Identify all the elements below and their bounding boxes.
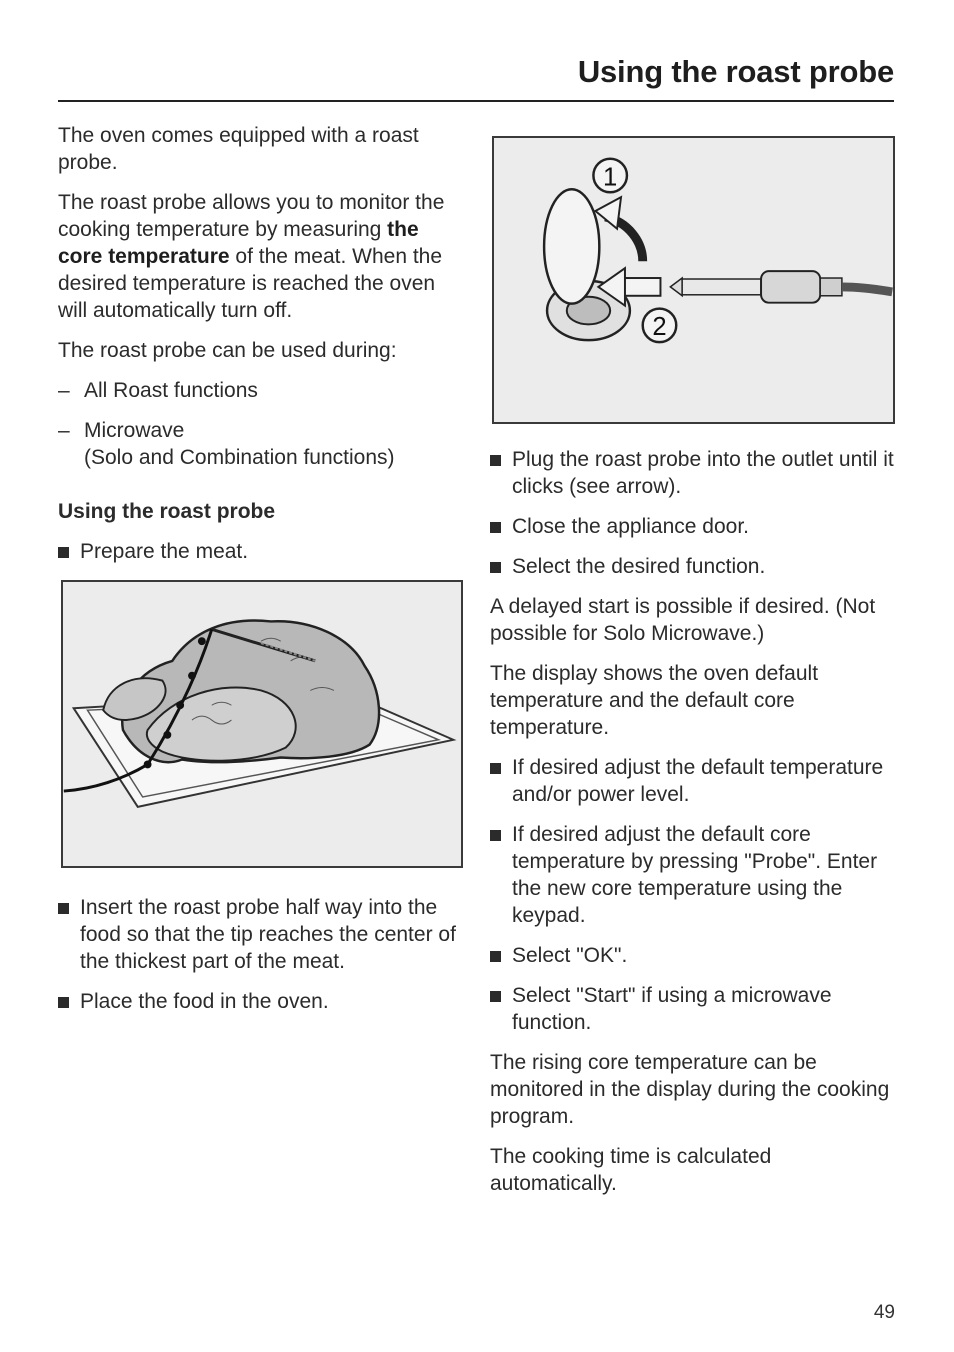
page-header bbox=[58, 50, 894, 102]
right-column bbox=[490, 136, 900, 1210]
bullet-close-door bbox=[490, 513, 900, 540]
square-bullet-icon bbox=[58, 997, 69, 1008]
dash-item-microwave bbox=[58, 417, 463, 471]
square-bullet-icon bbox=[490, 455, 501, 466]
roast-with-probe-drawing bbox=[63, 582, 461, 866]
bullet-text: If desired adjust the default core temperature by pressing "Probe". Enter the new core temperature using the keypad. bbox=[512, 823, 878, 927]
bullet-place-food bbox=[58, 988, 463, 1015]
probe-description-text-1: The roast probe allows you to monitor the cooking temperature by measuring bbox=[58, 191, 445, 241]
bullet-text: Select the desired function. bbox=[512, 555, 766, 578]
square-bullet-icon bbox=[490, 951, 501, 962]
dash-marker: – bbox=[58, 379, 70, 402]
page-title: Using the roast probe bbox=[577, 54, 894, 89]
usage-intro-paragraph: The roast probe can be used during: bbox=[58, 339, 397, 362]
square-bullet-icon bbox=[58, 547, 69, 558]
core-temperature-emphasis: the core temperature bbox=[58, 218, 419, 268]
dash-item-roast bbox=[58, 377, 463, 404]
step-label-1: 1 bbox=[603, 163, 618, 192]
square-bullet-icon bbox=[58, 903, 69, 914]
dash-item-label: Microwave (Solo and Combination functions) bbox=[84, 419, 395, 469]
bullet-text: Select "Start" if using a microwave function. bbox=[512, 984, 832, 1034]
page-number: 49 bbox=[873, 1302, 895, 1323]
bullet-adjust-core-temperature bbox=[490, 821, 900, 929]
socket-illustration bbox=[492, 136, 895, 424]
square-bullet-icon bbox=[490, 562, 501, 573]
probe-description-paragraph bbox=[58, 189, 463, 324]
left-column bbox=[58, 122, 463, 1028]
square-bullet-icon bbox=[490, 522, 501, 533]
square-bullet-icon bbox=[490, 763, 501, 774]
bullet-adjust-temperature bbox=[490, 754, 900, 808]
dash-marker: – bbox=[58, 419, 70, 442]
bullet-text: Select "OK". bbox=[512, 944, 628, 967]
bullet-text: Place the food in the oven. bbox=[80, 990, 329, 1013]
square-bullet-icon bbox=[490, 991, 501, 1002]
dash-item-label: All Roast functions bbox=[84, 379, 258, 402]
step-label-2: 2 bbox=[652, 313, 667, 342]
bullet-select-start bbox=[490, 982, 900, 1036]
display-paragraph: The display shows the oven default temperature and the default core temperature. bbox=[490, 662, 819, 739]
bullet-text: If desired adjust the default temperature and/or power level. bbox=[512, 756, 884, 806]
cooking-time-paragraph: The cooking time is calculated automatically. bbox=[490, 1145, 772, 1195]
roast-illustration bbox=[61, 580, 463, 868]
rising-temperature-paragraph: The rising core temperature can be monitored in the display during the cooking program. bbox=[490, 1051, 890, 1128]
bullet-text: Close the appliance door. bbox=[512, 515, 749, 538]
bullet-select-function bbox=[490, 553, 900, 580]
bullet-text: Insert the roast probe half way into the food so that the tip reaches the center of the thickest part of the meat. bbox=[80, 896, 456, 973]
intro-paragraph: The oven comes equipped with a roast probe. bbox=[58, 124, 419, 174]
probe-description-text-2: of the meat. When the desired temperature is reached the oven will automatically turn off. bbox=[58, 245, 443, 322]
bullet-text: Prepare the meat. bbox=[80, 540, 249, 563]
probe-socket-drawing bbox=[494, 138, 893, 422]
section-subheading: Using the roast probe bbox=[58, 500, 276, 523]
delayed-start-paragraph: A delayed start is possible if desired. (Not possible for Solo Microwave.) bbox=[490, 595, 876, 645]
bullet-plug-probe bbox=[490, 446, 900, 500]
bullet-prepare-meat bbox=[58, 538, 463, 565]
square-bullet-icon bbox=[490, 830, 501, 841]
bullet-insert-probe bbox=[58, 894, 463, 975]
bullet-text: Plug the roast probe into the outlet until it clicks (see arrow). bbox=[512, 448, 894, 498]
bullet-select-ok bbox=[490, 942, 900, 969]
